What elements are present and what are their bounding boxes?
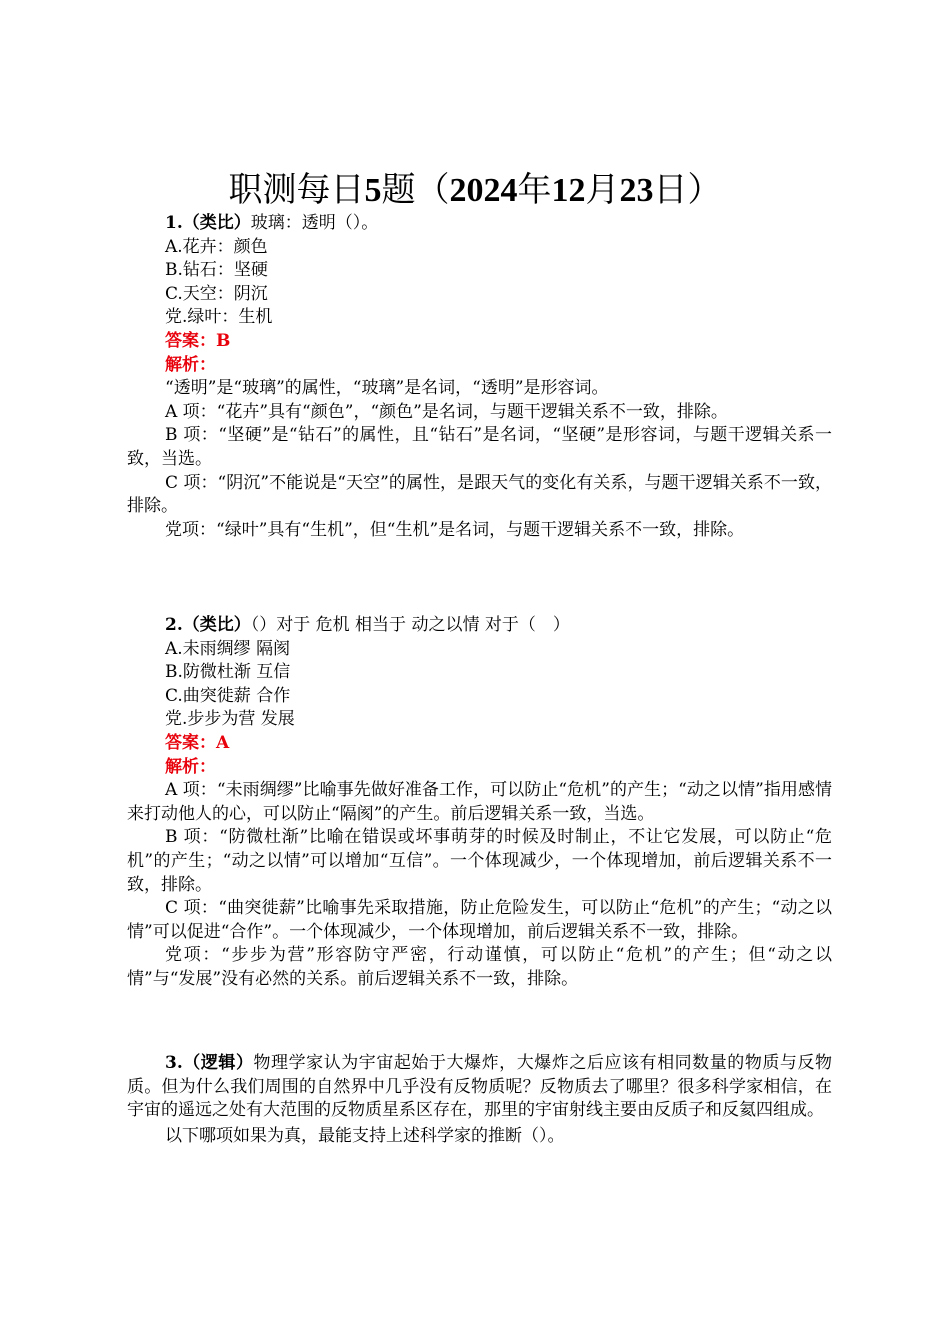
question-1-stem: 1.（类比）玻璃：透明（）。 xyxy=(165,213,379,233)
question-2-option-a: A.未雨绸缪 隔阂 xyxy=(165,638,291,659)
page-title: 职测每日5题（2024年12月23日） xyxy=(228,170,722,210)
question-1-analysis-label: 解析： xyxy=(165,354,216,375)
question-1-analysis-para: A 项：“花卉”具有“颜色”，“颜色”是名词，与题干逻辑关系不一致，排除。 xyxy=(165,401,728,422)
question-1 xyxy=(127,212,832,542)
question-1-analysis-para: 党项：“绿叶”具有“生机”，但“生机”是名词，与题干逻辑关系不一致，排除。 xyxy=(165,519,745,540)
question-1-analysis-para: C 项：“阴沉”不能说是“天空”的属性，是跟天气的变化有关系，与题干逻辑关系不一致，排除。 xyxy=(127,472,832,517)
question-2-option-d: 党.步步为营 发展 xyxy=(165,709,295,730)
question-2-analysis-para: A 项：“未雨绸缪”比喻事先做好准备工作，可以防止“危机”的产生；“动之以情”指用感情来打动他人的心，可以防止“隔阂”的产生。前后逻辑关系一致，当选。 xyxy=(127,780,832,824)
question-3 xyxy=(127,1052,832,1148)
question-1-option-a: A.花卉：颜色 xyxy=(165,236,268,257)
question-1-option-b: B.钻石：坚硬 xyxy=(165,260,268,281)
question-3-stem: 3.（逻辑）物理学家认为宇宙起始于大爆炸，大爆炸之后应该有相同数量的物质与反物质。但为什么我们周围的自然界中几乎没有反物质呢？反物质去了哪里？很多科学家相信，在宇宙的遥远之处有大范围的反物质星系区存在，那里的宇宙射线主要由反质子和反氦四组成。 xyxy=(127,1053,833,1121)
question-2-analysis-para: B 项：“防微杜渐”比喻在错误或坏事萌芽的时候及时制止，不让它发展，可以防止“危机”的产生；“动之以情”可以增加“互信”。一个体现减少，一个体现增加，前后逻辑关系不一致，排除。 xyxy=(127,827,832,895)
question-2-stem: 2.（类比）（）对于 危机 相当于 动之以情 对于（ ） xyxy=(165,615,570,635)
question-2-answer: 答案：A xyxy=(165,732,230,753)
question-1-analysis-para: B 项：“坚硬”是“钻石”的属性，且“钻石”是名词，“坚硬”是形容词，与题干逻辑关系一致，当选。 xyxy=(127,425,832,469)
question-2-analysis-label: 解析： xyxy=(165,756,216,777)
question-2-analysis-para: C 项：“曲突徙薪”比喻事先采取措施，防止危险发生，可以防止“危机”的产生；“动之以情”可以促进“合作”。一个体现减少，一个体现增加，前后逻辑关系不一致，排除。 xyxy=(127,898,832,942)
question-3-question: 以下哪项如果为真，最能支持上述科学家的推断（）。 xyxy=(165,1125,565,1146)
question-1-option-d: 党.绿叶：生机 xyxy=(165,307,273,328)
question-2 xyxy=(127,614,832,992)
question-1-answer: 答案：B xyxy=(165,330,231,351)
question-1-option-c: C.天空：阴沉 xyxy=(165,283,268,304)
question-2-option-b: B.防微杜渐 互信 xyxy=(165,662,291,683)
question-1-analysis-para: “透明”是“玻璃”的属性，“玻璃”是名词，“透明”是形容词。 xyxy=(165,378,609,399)
question-2-analysis-para: 党项：“步步为营”形容防守严密，行动谨慎，可以防止“危机”的产生；但“动之以情”与“发展”没有必然的关系。前后逻辑关系不一致，排除。 xyxy=(127,945,832,989)
question-2-option-c: C.曲突徙薪 合作 xyxy=(165,685,291,706)
